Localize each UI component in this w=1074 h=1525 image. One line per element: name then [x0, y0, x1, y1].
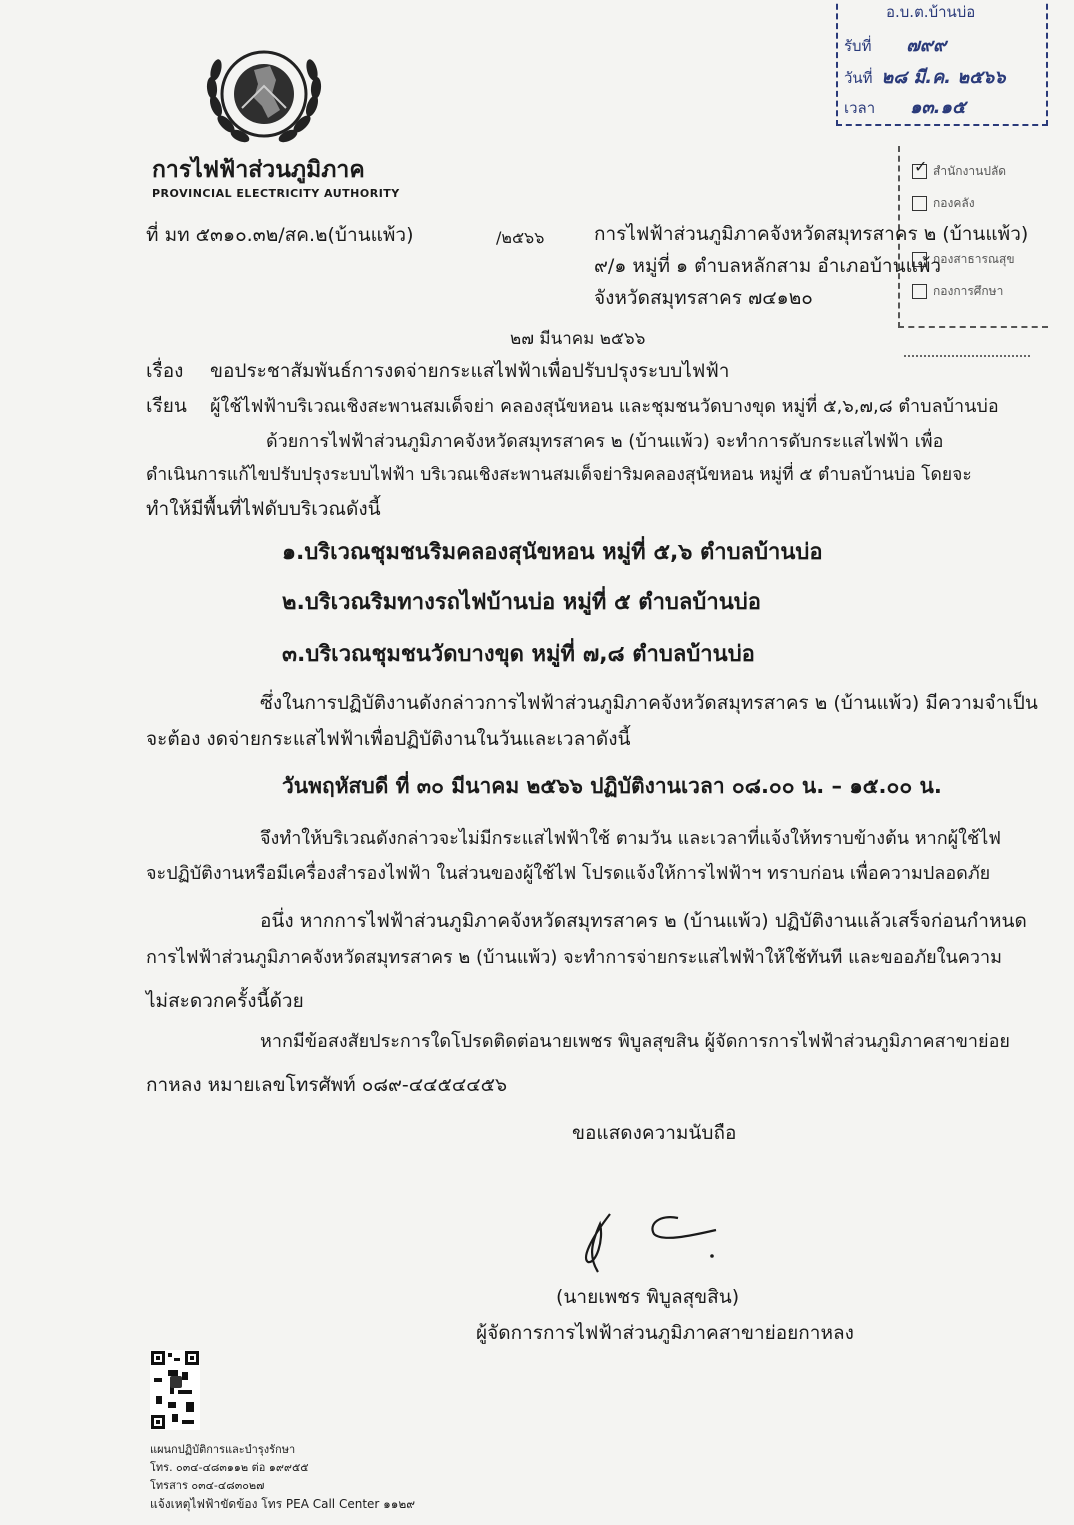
- letter-date: ๒๗ มีนาคม ๒๕๖๖: [510, 329, 646, 349]
- org-name-en: PROVINCIAL ELECTRICITY AUTHORITY: [152, 187, 400, 200]
- stamp-date-value: ๒๘ มี.ค. ๒๕๖๖: [881, 67, 1006, 88]
- pea-logo: [196, 36, 332, 156]
- stamp-office: อ.บ.ต.บ้านบ่อ: [886, 3, 976, 21]
- para5-line1: หากมีข้อสงสัยประการใดโปรดติดต่อนายเพชร พิบูลสุขสิน ผู้จัดการการไฟฟ้าส่วนภูมิภาคสาขาย่อย: [260, 1031, 1010, 1052]
- subject-label: เรื่อง: [146, 360, 184, 382]
- stamp-time-label: เวลา: [844, 99, 876, 117]
- stamp-received-row: [844, 30, 946, 59]
- stamp-date-label: วันที่: [844, 69, 873, 87]
- signature: [570, 1200, 730, 1280]
- reference-year: /๒๕๖๖: [496, 228, 545, 247]
- address-line-3: จังหวัดสมุทรสาคร ๗๔๑๒๐: [594, 287, 813, 309]
- signer-name: (นายเพชร พิบูลสุขสิน): [556, 1286, 740, 1308]
- org-name-th: การไฟฟ้าส่วนภูมิภาค: [152, 157, 365, 183]
- para5-line2: กาหลง หมายเลขโทรศัพท์ ๐๘๙-๔๔๕๔๔๕๖: [146, 1074, 508, 1096]
- footer-phone: โทร. ๐๓๔-๔๘๓๑๑๒ ต่อ ๑๙๙๕๕: [150, 1461, 309, 1474]
- addressee-label: เรียน: [146, 395, 187, 417]
- area-item-2: ๒.บริเวณริมทางรถไฟบ้านบ่อ หมู่ที่ ๕ ตำบลบ้านบ่อ: [282, 590, 761, 615]
- receipt-stamp: [836, 0, 1048, 126]
- para1-line3: ทำให้มีพื้นที่ไฟดับบริเวณดังนี้: [146, 498, 381, 520]
- para1-line2: ดำเนินการแก้ไขปรับปรุงระบบไฟฟ้า บริเวณเชิงสะพานสมเด็จย่าริมคลองสุนัขหอน หมู่ที่ ๕ ตำบลบ้านบ่อ โดยจะ: [146, 465, 972, 485]
- addressee-text: ผู้ใช้ไฟฟ้าบริเวณเชิงสะพานสมเด็จย่า คลองสุนัขหอน และชุมชนวัดบางขุด หมู่ที่ ๕,๖,๗,๘ ตำบลบ้านบ่อ: [210, 396, 999, 417]
- para1-line1: ด้วยการไฟฟ้าส่วนภูมิภาคจังหวัดสมุทรสาคร ๒ (บ้านแพ้ว) จะทำการดับกระแสไฟฟ้า เพื่อ: [266, 431, 944, 452]
- para4-line3: ไม่สะดวกครั้งนี้ด้วย: [146, 990, 304, 1012]
- signer-title: ผู้จัดการการไฟฟ้าส่วนภูมิภาคสาขาย่อยกาหลง: [476, 1322, 854, 1344]
- checkbox-icon: [912, 196, 927, 211]
- para4-line2: การไฟฟ้าส่วนภูมิภาคจังหวัดสมุทรสาคร ๒ (บ้านแพ้ว) จะทำการจ่ายกระแสไฟฟ้าให้ใช้ทันที และขออภัยในความ: [146, 947, 1002, 968]
- para2-line2: จะต้อง งดจ่ายกระแสไฟฟ้าเพื่อปฏิบัติงานในวันและเวลาดังนี้: [146, 728, 631, 750]
- footer-department: แผนกปฏิบัติการและบำรุงรักษา: [150, 1443, 296, 1456]
- area-item-1: ๑.บริเวณชุมชนริมคลองสุนัขหอน หมู่ที่ ๕,๖ ตำบลบ้านบ่อ: [282, 540, 823, 565]
- stamp-received-no: ๗๙๙: [906, 35, 947, 56]
- routing-item: กองสาธารณสุข: [912, 250, 1015, 269]
- routing-item: กองคลัง: [912, 194, 975, 213]
- address-line-2: ๙/๑ หมู่ที่ ๑ ตำบลหลักสาม อำเภอบ้านแพ้ว: [594, 255, 942, 277]
- stamp-received-label: รับที่: [844, 37, 872, 55]
- footer-fax: โทรสาร ๐๓๔-๔๘๓๐๒๗: [150, 1479, 265, 1492]
- closing-regards: ขอแสดงความนับถือ: [572, 1122, 737, 1144]
- routing-divider: [904, 355, 1030, 357]
- para4-line1: อนึ่ง หากการไฟฟ้าส่วนภูมิภาคจังหวัดสมุทรสาคร ๒ (บ้านแพ้ว) ปฏิบัติงานแล้วเสร็จก่อนกำหนด: [260, 910, 1027, 932]
- para3-line2: จะปฏิบัติงานหรือมีเครื่องสำรองไฟฟ้า ในส่วนของผู้ใช้ไฟ โปรดแจ้งให้การไฟฟ้าฯ ทราบก่อน เพื่อความปลอดภัย: [146, 863, 991, 884]
- address-line-1: การไฟฟ้าส่วนภูมิภาคจังหวัดสมุทรสาคร ๒ (บ้านแพ้ว): [594, 223, 1029, 245]
- footer-callcenter: แจ้งเหตุไฟฟ้าขัดข้อง โทร PEA Call Center ๑๑๒๙: [150, 1497, 416, 1511]
- para3-line1: จึงทำให้บริเวณดังกล่าวจะไม่มีกระแสไฟฟ้าใช้ ตามวัน และเวลาที่แจ้งให้ทราบข้างต้น หากผู้ใช้ไฟ: [260, 828, 1001, 849]
- routing-item: ✓ สำนักงานปลัด: [914, 157, 1007, 178]
- reference-number: ที่ มท ๕๓๑๐.๓๒/สค.๒(บ้านแพ้ว): [146, 224, 414, 246]
- outage-schedule: วันพฤหัสบดี ที่ ๓๐ มีนาคม ๒๕๖๖ ปฏิบัติงานเวลา ๐๘.๐๐ น. – ๑๕.๐๐ น.: [282, 774, 942, 798]
- checkbox-checked-icon: ✓: [912, 164, 927, 179]
- stamp-date-row: [844, 62, 1006, 91]
- stamp-time-value: ๑๓.๑๕: [909, 97, 966, 118]
- subject-text: ขอประชาสัมพันธ์การงดจ่ายกระแสไฟฟ้าเพื่อปรับปรุงระบบไฟฟ้า: [210, 360, 730, 382]
- qr-code: [150, 1350, 200, 1430]
- checkbox-icon: [912, 284, 927, 299]
- routing-item: กองการศึกษา: [912, 282, 1003, 301]
- area-item-3: ๓.บริเวณชุมชนวัดบางขุด หมู่ที่ ๗,๘ ตำบลบ้านบ่อ: [282, 642, 755, 667]
- para2-line1: ซึ่งในการปฏิบัติงานดังกล่าวการไฟฟ้าส่วนภูมิภาคจังหวัดสมุทรสาคร ๒ (บ้านแพ้ว) มีความจำเป็น: [260, 692, 1038, 714]
- stamp-time-row: [844, 92, 966, 121]
